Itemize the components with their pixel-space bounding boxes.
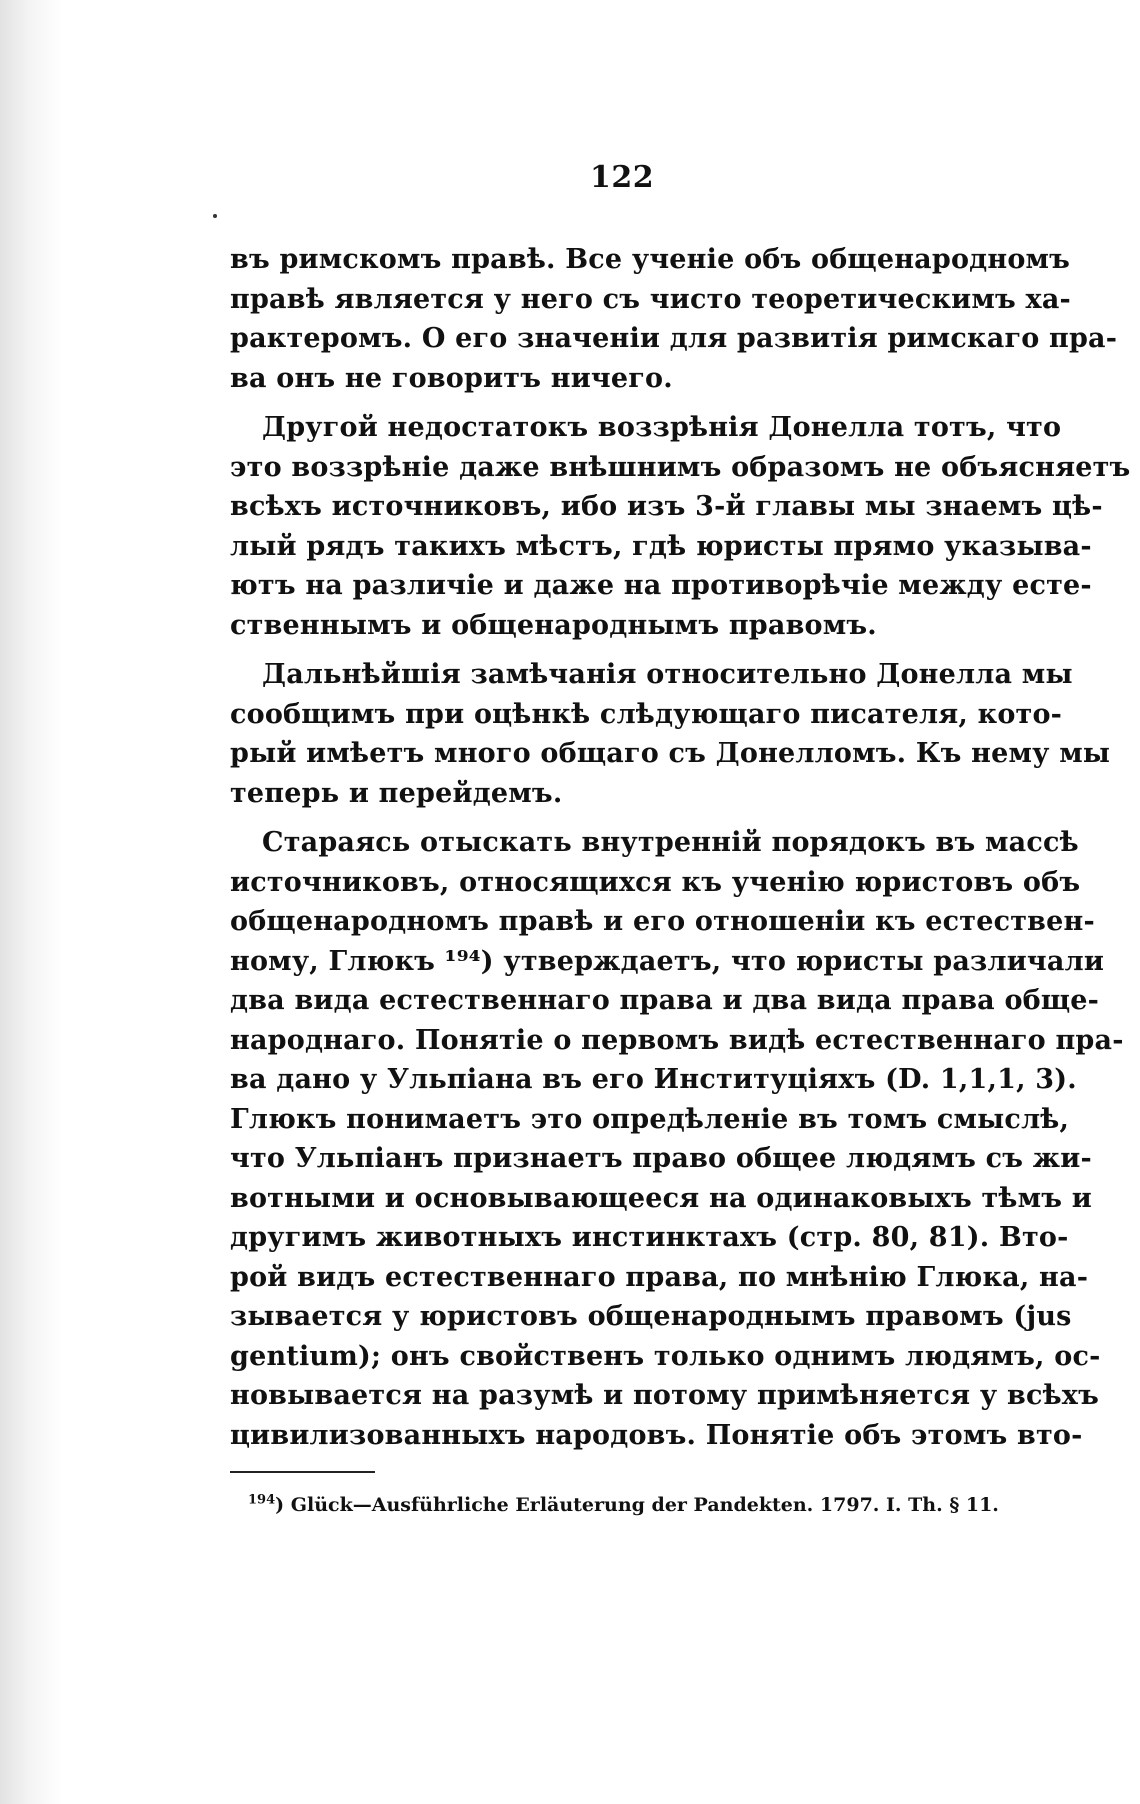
text-line: рой видъ естественнаго права, по мнѣнію Глюка, на- [230,1261,1089,1293]
page-gutter-shadow [0,0,62,1804]
text-line: gentium); онъ свойственъ только однимъ людямъ, ос- [230,1340,1101,1372]
text-line: сообщимъ при оцѣнкѣ слѣдующаго писателя, кото- [230,698,1063,730]
text-line: всѣхъ источниковъ, ибо изъ 3-й главы мы знаемъ цѣ- [230,491,1103,522]
text-line: Глюкъ понимаетъ это опредѣленіе въ томъ смыслѣ, [230,1103,1070,1135]
text-line: теперь и перейдемъ. [230,777,563,809]
text-line: правѣ является у него съ чисто теоретическимъ ха- [230,283,1071,315]
text-line: народнаго. Понятіе о первомъ видѣ естественнаго пра- [230,1024,1124,1056]
main-text-block [230,240,1131,1465]
text-line: Стараясь отыскать внутренній порядокъ въ массѣ [262,827,1079,858]
text-line: ютъ на различіе и даже на противорѣчіе между есте- [230,570,1092,601]
text-line: зывается у юристовъ общенароднымъ правомъ (jus [230,1301,1072,1332]
text-line: новывается на разумѣ и потому примѣняется у всѣхъ [230,1380,1099,1411]
text-line: другимъ животныхъ инстинктахъ (стр. 80, 81). Вто- [230,1222,1069,1253]
text-line: цивилизованныхъ народовъ. Понятіе объ этомъ вто- [230,1419,1083,1451]
footnote-separator [230,1471,375,1473]
text-line: ственнымъ и общенароднымъ правомъ. [230,609,877,641]
text-line: два вида естественнаго права и два вида права обще- [230,985,1100,1016]
text-line: это воззрѣніе даже внѣшнимъ образомъ не объясняетъ [230,451,1131,483]
footnote [248,1494,1008,1517]
page-number: 122 [590,160,655,195]
paragraph-1 [230,240,1118,398]
paragraph-4 [230,823,1124,1455]
text-line: Дальнѣйшія замѣчанія относительно Донелла мы [262,659,1073,690]
text-line: ва онъ не говоритъ ничего. [230,362,673,394]
text-line: рый имѣетъ много общаго съ Донелломъ. Къ нему мы [230,738,1111,769]
paragraph-2 [230,408,1131,645]
text-line: источниковъ, относящихся къ ученію юристовъ объ [230,866,1081,898]
text-line: лый рядъ такихъ мѣстъ, гдѣ юристы прямо указыва- [230,530,1092,562]
text-line: въ римскомъ правѣ. Все ученіе объ общенародномъ [230,244,1071,275]
footnote-marker: 194 [248,1492,276,1508]
footnote-text: ) Glück—Ausführliche Erläuterung der Pandekten. 1797. I. Th. § 11. [275,1494,999,1516]
margin-dot [213,214,217,218]
text-line: ному, Глюкъ ¹⁹⁴) утверждаетъ, что юристы различали [230,945,1105,977]
text-line: общенародномъ правѣ и его отношеніи къ естествен- [230,906,1095,937]
text-line: Другой недостатокъ воззрѣнія Донелла тотъ, что [262,412,1062,443]
paragraph-3 [230,655,1111,813]
text-line: что Ульпіанъ признаетъ право общее людямъ съ жи- [230,1143,1092,1174]
text-line: ва дано у Ульпіана въ его Институціяхъ (D. 1,1,1, 3). [230,1064,1077,1095]
text-line: рактеромъ. О его значеніи для развитія римскаго пра- [230,323,1118,354]
text-line: вотными и основывающееся на одинаковыхъ тѣмъ и [230,1182,1092,1214]
